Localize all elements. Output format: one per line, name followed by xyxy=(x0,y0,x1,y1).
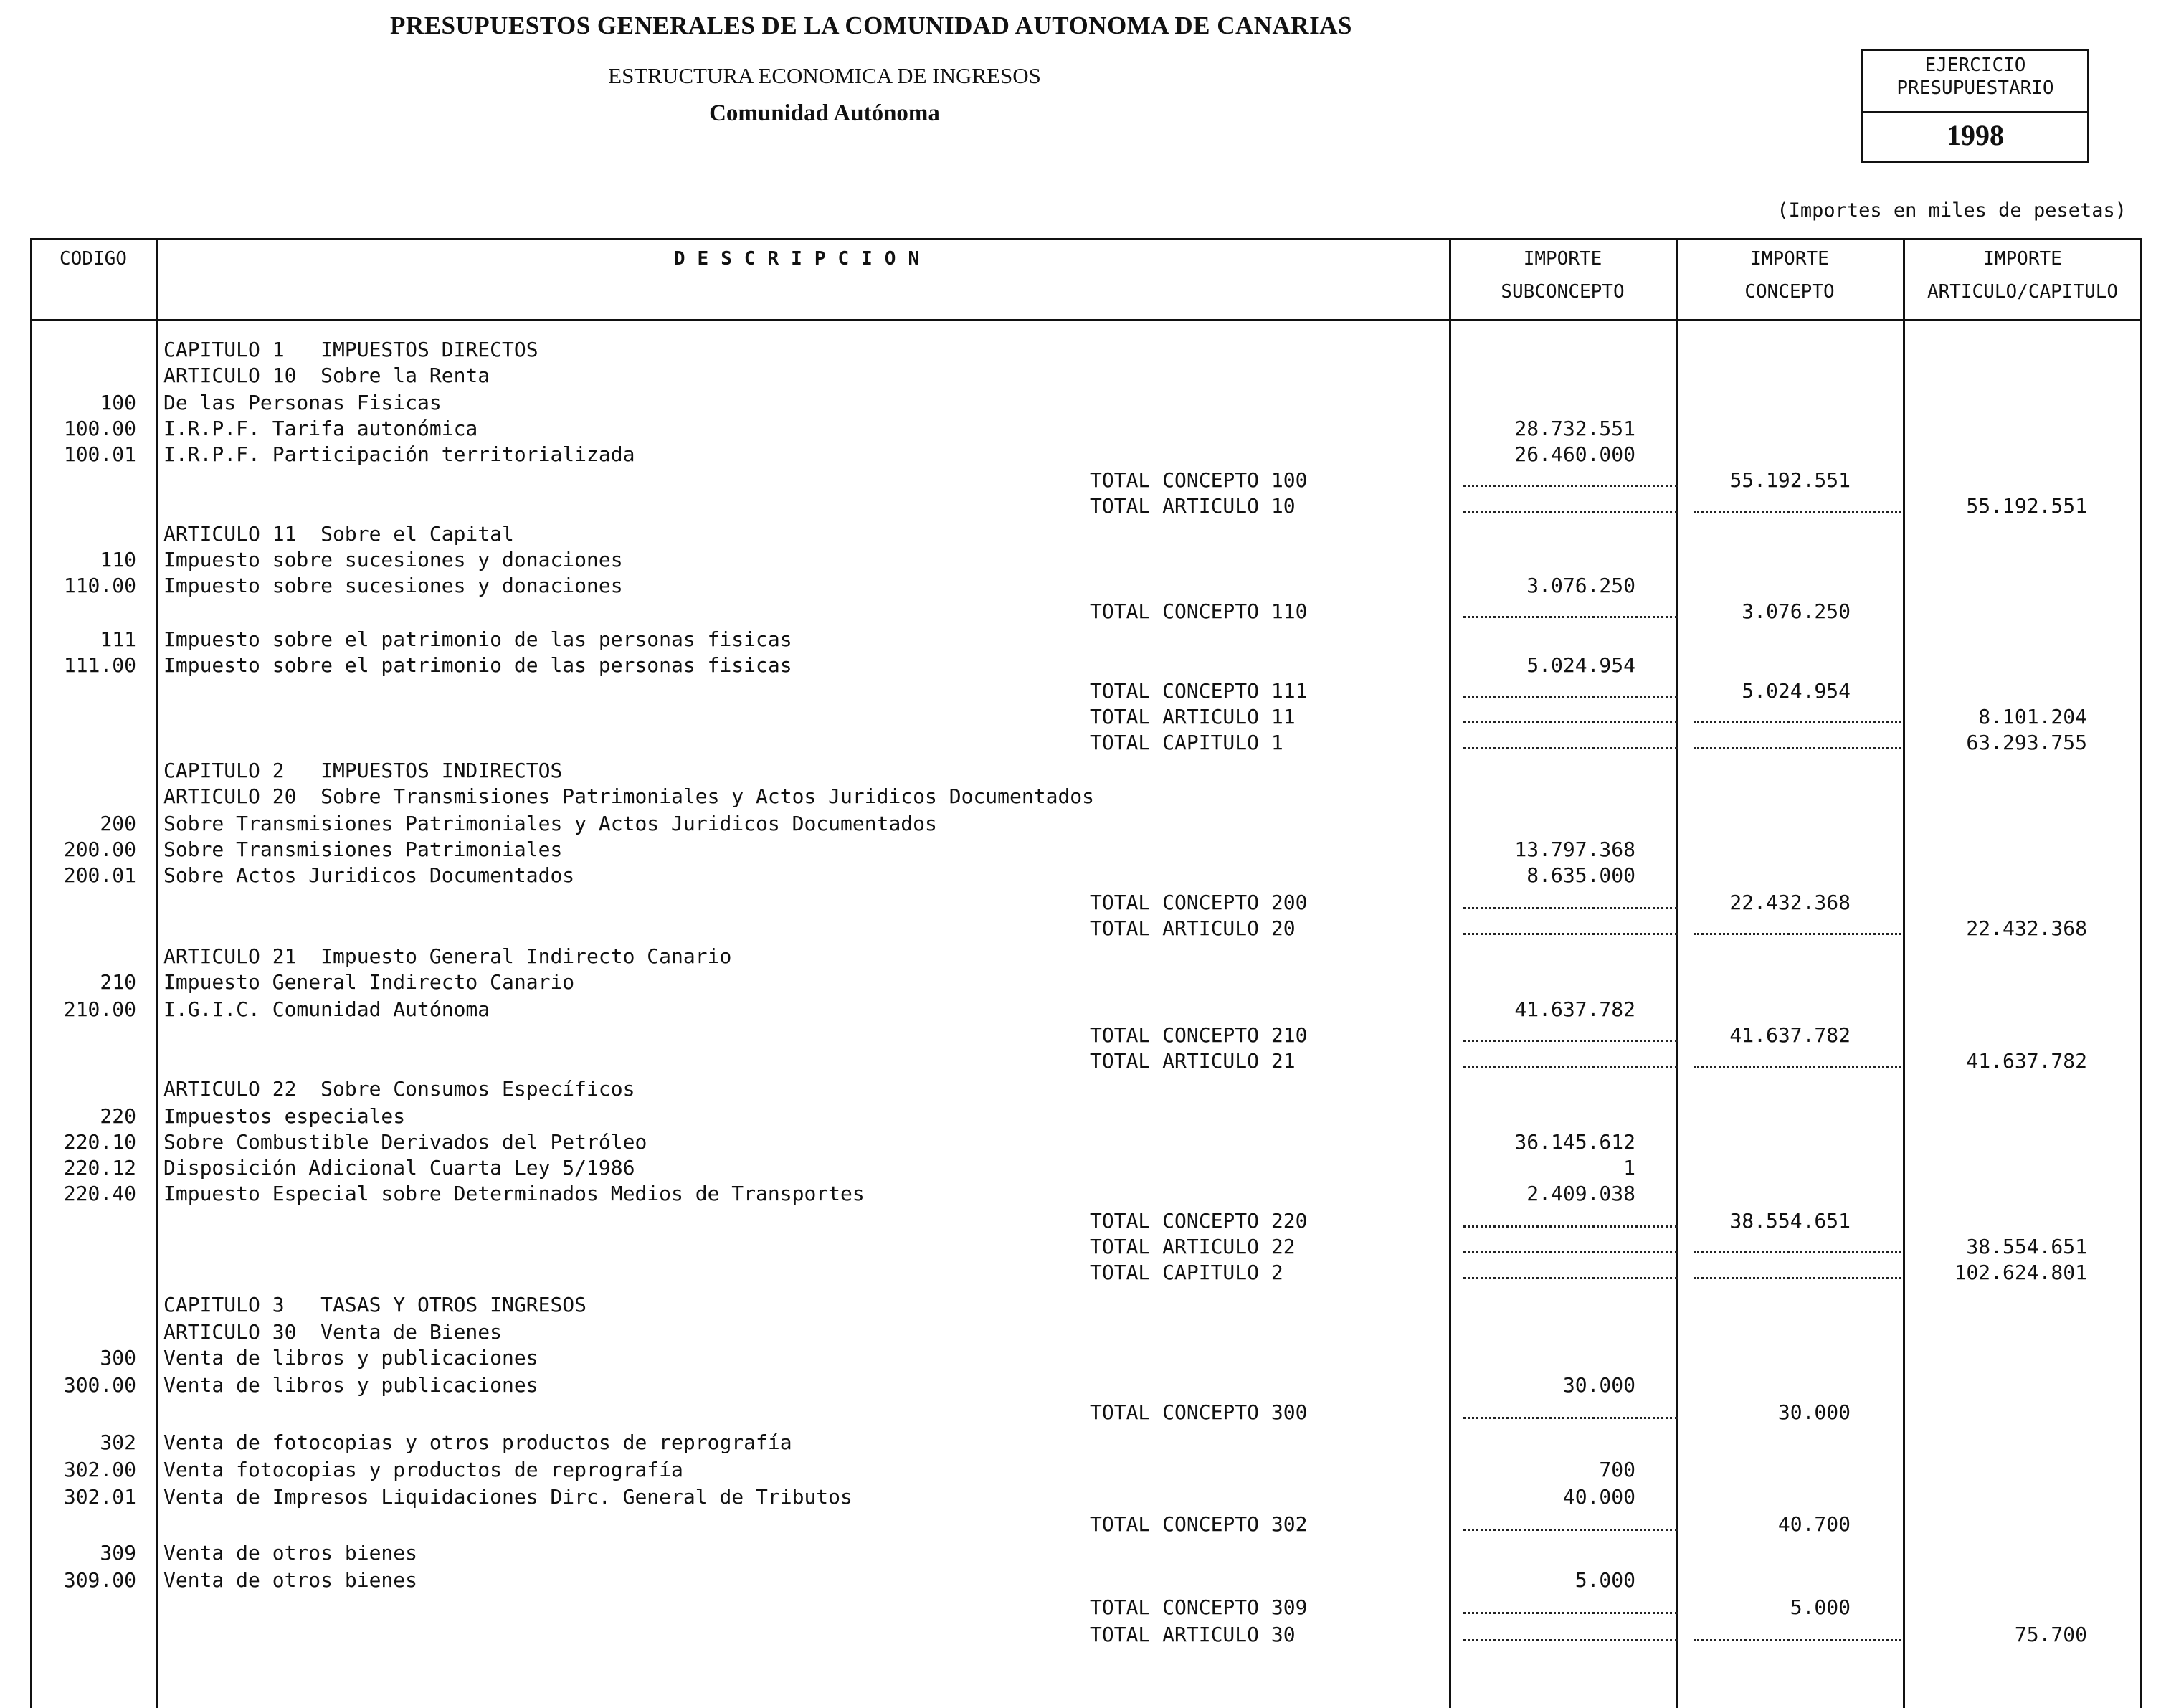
row-importe-concepto: 5.000 xyxy=(1790,1595,1851,1619)
row-code: 111.00 xyxy=(63,653,136,677)
row-description: Sobre Transmisiones Patrimoniales y Actos Juridicos Documentados xyxy=(163,812,937,835)
row-importe-concepto: 30.000 xyxy=(1777,1400,1851,1424)
row-total-label: TOTAL CONCEPTO 210 xyxy=(1090,1023,1308,1047)
row-code: 110 xyxy=(100,548,136,571)
table-row xyxy=(0,1372,2166,1398)
row-code: 300.00 xyxy=(63,1373,136,1397)
row-importe-subconcepto: 41.637.782 xyxy=(1514,997,1635,1021)
row-description: Impuesto sobre el patrimonio de las personas fisicas xyxy=(163,627,792,651)
row-total-label: TOTAL CONCEPTO 220 xyxy=(1090,1209,1308,1233)
row-description: I.G.I.C. Comunidad Autónoma xyxy=(163,997,490,1021)
row-description: De las Personas Fisicas xyxy=(163,391,442,414)
dotted-leader xyxy=(1694,511,1901,513)
row-code: 200.01 xyxy=(63,863,136,887)
column-header-articulo xyxy=(1903,242,2142,308)
row-description: Sobre Combustible Derivados del Petróleo xyxy=(163,1130,647,1154)
total-row xyxy=(0,1400,2166,1425)
row-total-label: TOTAL CONCEPTO 100 xyxy=(1090,468,1308,492)
row-code: 220 xyxy=(100,1104,136,1128)
row-description: Disposición Adicional Cuarta Ley 5/1986 xyxy=(163,1156,635,1180)
total-row xyxy=(0,890,2166,916)
total-row xyxy=(0,916,2166,941)
table-row xyxy=(0,1155,2166,1181)
row-importe-articulo: 102.624.801 xyxy=(1954,1261,2087,1284)
row-code: 220.10 xyxy=(63,1130,136,1154)
table-row xyxy=(0,1129,2166,1155)
fiscal-year-value: 1998 xyxy=(1947,119,2004,151)
row-description: CAPITULO 1 IMPUESTOS DIRECTOS xyxy=(163,338,538,361)
column-header-subconcepto-line1: IMPORTE xyxy=(1523,248,1602,270)
row-importe-concepto: 38.554.651 xyxy=(1729,1209,1851,1233)
column-header-descripcion: DESCRIPCION xyxy=(673,248,932,270)
row-description: Impuestos especiales xyxy=(163,1104,406,1128)
dotted-leader xyxy=(1463,1066,1678,1068)
row-code: 300 xyxy=(100,1346,136,1370)
row-importe-subconcepto: 5.024.954 xyxy=(1526,653,1635,677)
row-total-label: TOTAL ARTICULO 11 xyxy=(1090,705,1296,729)
table-row xyxy=(0,1076,2166,1102)
row-description: Sobre Transmisiones Patrimoniales xyxy=(163,838,563,861)
row-description: Venta de Impresos Liquidaciones Dirc. General de Tributos xyxy=(163,1485,852,1509)
column-header-concepto-line1: IMPORTE xyxy=(1750,248,1829,270)
row-total-label: TOTAL CONCEPTO 110 xyxy=(1090,599,1308,623)
row-code: 100.00 xyxy=(63,417,136,440)
table-row xyxy=(0,363,2166,389)
dotted-leader xyxy=(1694,721,1901,723)
row-importe-articulo: 63.293.755 xyxy=(1966,731,2087,754)
column-header-codigo: CODIGO xyxy=(60,248,127,270)
total-row xyxy=(0,1234,2166,1260)
dotted-leader xyxy=(1694,1277,1901,1279)
table-row xyxy=(0,1319,2166,1345)
row-importe-articulo: 8.101.204 xyxy=(1978,705,2087,729)
row-importe-subconcepto: 26.460.000 xyxy=(1514,442,1635,466)
row-code: 302 xyxy=(100,1431,136,1454)
dotted-leader xyxy=(1694,747,1901,749)
row-total-label: TOTAL CONCEPTO 302 xyxy=(1090,1512,1308,1536)
table-row xyxy=(0,627,2166,653)
row-code: 309.00 xyxy=(63,1568,136,1592)
row-description: ARTICULO 11 Sobre el Capital xyxy=(163,522,514,546)
dotted-leader xyxy=(1463,1251,1678,1253)
unit-note: (Importes en miles de pesetas) xyxy=(1777,199,2127,222)
total-row xyxy=(0,1048,2166,1074)
row-importe-concepto: 5.024.954 xyxy=(1742,679,1851,703)
page-subtitle: ESTRUCTURA ECONOMICA DE INGRESOS xyxy=(608,63,1041,88)
row-importe-concepto: 22.432.368 xyxy=(1729,891,1851,914)
table-row xyxy=(0,811,2166,837)
row-description: Venta de libros y publicaciones xyxy=(163,1373,538,1397)
row-importe-articulo: 75.700 xyxy=(2014,1623,2087,1646)
fiscal-year-divider xyxy=(1863,111,2087,113)
column-header-articulo-line1: IMPORTE xyxy=(1983,248,2062,270)
fiscal-year-label-line2: PRESUPUESTARIO xyxy=(1896,77,2054,99)
row-importe-subconcepto: 40.000 xyxy=(1562,1485,1635,1509)
fiscal-year-label xyxy=(1863,54,2087,100)
dotted-leader xyxy=(1463,616,1678,618)
row-importe-subconcepto: 5.000 xyxy=(1574,1568,1635,1592)
table-row xyxy=(0,1292,2166,1318)
row-code: 309 xyxy=(100,1541,136,1565)
row-description: Venta de libros y publicaciones xyxy=(163,1346,538,1370)
table-row xyxy=(0,1540,2166,1566)
dotted-leader xyxy=(1694,1639,1901,1641)
total-row xyxy=(0,599,2166,625)
dotted-leader xyxy=(1463,1639,1678,1641)
row-importe-subconcepto: 2.409.038 xyxy=(1526,1182,1635,1205)
row-description: CAPITULO 3 TASAS Y OTROS INGRESOS xyxy=(163,1293,587,1316)
table-row xyxy=(0,997,2166,1023)
dotted-leader xyxy=(1463,1277,1678,1279)
dotted-leader xyxy=(1694,1251,1901,1253)
dotted-leader xyxy=(1463,511,1678,513)
table-row xyxy=(0,784,2166,810)
row-total-label: TOTAL CONCEPTO 111 xyxy=(1090,679,1308,703)
row-description: Venta de otros bienes xyxy=(163,1568,418,1592)
column-header-concepto-line2: CONCEPTO xyxy=(1744,281,1835,303)
table-row xyxy=(0,442,2166,468)
row-code: 100 xyxy=(100,391,136,414)
dotted-leader xyxy=(1463,1225,1678,1228)
table-row xyxy=(0,1104,2166,1129)
row-code: 100.01 xyxy=(63,442,136,466)
row-importe-subconcepto: 8.635.000 xyxy=(1526,863,1635,887)
total-row xyxy=(0,704,2166,730)
table-row xyxy=(0,758,2166,784)
total-row xyxy=(0,1622,2166,1648)
row-description: I.R.P.F. Participación territorializada xyxy=(163,442,635,466)
row-description: ARTICULO 21 Impuesto General Indirecto Canario xyxy=(163,944,732,968)
dotted-leader xyxy=(1463,485,1678,487)
row-importe-subconcepto: 13.797.368 xyxy=(1514,838,1635,861)
table-row xyxy=(0,969,2166,995)
dotted-leader xyxy=(1463,721,1678,723)
row-code: 200.00 xyxy=(63,838,136,861)
column-header-subconcepto-line2: SUBCONCEPTO xyxy=(1501,281,1625,303)
row-description: I.R.P.F. Tarifa autonómica xyxy=(163,417,478,440)
column-header-subconcepto xyxy=(1449,242,1676,308)
total-row xyxy=(0,493,2166,519)
row-importe-subconcepto: 700 xyxy=(1599,1458,1635,1481)
row-description: ARTICULO 30 Venta de Bienes xyxy=(163,1320,503,1344)
total-row xyxy=(0,1595,2166,1621)
table-row xyxy=(0,1457,2166,1483)
total-row xyxy=(0,1023,2166,1048)
row-importe-concepto: 3.076.250 xyxy=(1742,599,1851,623)
row-code: 220.12 xyxy=(63,1156,136,1180)
table-row xyxy=(0,337,2166,363)
header-divider xyxy=(30,319,2142,321)
row-description: Sobre Actos Juridicos Documentados xyxy=(163,863,575,887)
table-row xyxy=(0,653,2166,678)
table-row xyxy=(0,944,2166,969)
dotted-leader xyxy=(1694,933,1901,935)
table-row xyxy=(0,863,2166,888)
row-description: Venta de otros bienes xyxy=(163,1541,418,1565)
total-row xyxy=(0,1260,2166,1286)
dotted-leader xyxy=(1694,1066,1901,1068)
total-row xyxy=(0,468,2166,493)
row-importe-subconcepto: 1 xyxy=(1623,1156,1635,1180)
page-title: PRESUPUESTOS GENERALES DE LA COMUNIDAD AUTONOMA DE CANARIAS xyxy=(390,11,1352,39)
table-row xyxy=(0,416,2166,442)
dotted-leader xyxy=(1463,1417,1678,1419)
row-total-label: TOTAL ARTICULO 22 xyxy=(1090,1235,1296,1258)
row-importe-articulo: 55.192.551 xyxy=(1966,494,2087,518)
row-total-label: TOTAL ARTICULO 30 xyxy=(1090,1623,1296,1646)
table-row xyxy=(0,390,2166,416)
row-importe-articulo: 41.637.782 xyxy=(1966,1049,2087,1073)
row-total-label: TOTAL CONCEPTO 309 xyxy=(1090,1595,1308,1619)
row-total-label: TOTAL ARTICULO 20 xyxy=(1090,916,1296,940)
table-row xyxy=(0,547,2166,573)
row-description: Impuesto sobre sucesiones y donaciones xyxy=(163,574,623,597)
total-row xyxy=(0,1208,2166,1234)
row-importe-subconcepto: 30.000 xyxy=(1562,1373,1635,1397)
dotted-leader xyxy=(1463,1040,1678,1042)
row-code: 210.00 xyxy=(63,997,136,1021)
row-total-label: TOTAL ARTICULO 21 xyxy=(1090,1049,1296,1073)
table-row xyxy=(0,837,2166,863)
row-code: 210 xyxy=(100,970,136,994)
dotted-leader xyxy=(1463,696,1678,698)
dotted-leader xyxy=(1463,933,1678,935)
row-code: 302.00 xyxy=(63,1458,136,1481)
column-header-articulo-line2: ARTICULO/CAPITULO xyxy=(1927,281,2119,303)
row-code: 302.01 xyxy=(63,1485,136,1509)
row-importe-subconcepto: 36.145.612 xyxy=(1514,1130,1635,1154)
row-total-label: TOTAL ARTICULO 10 xyxy=(1090,494,1296,518)
row-description: Venta de fotocopias y otros productos de reprografía xyxy=(163,1431,792,1454)
table-row xyxy=(0,1484,2166,1510)
row-importe-articulo: 22.432.368 xyxy=(1966,916,2087,940)
table-row xyxy=(0,1430,2166,1456)
total-row xyxy=(0,1512,2166,1537)
row-importe-articulo: 38.554.651 xyxy=(1966,1235,2087,1258)
row-description: ARTICULO 10 Sobre la Renta xyxy=(163,364,490,387)
fiscal-year-box xyxy=(1861,49,2089,163)
total-row xyxy=(0,730,2166,756)
row-importe-concepto: 55.192.551 xyxy=(1729,468,1851,492)
table-row xyxy=(0,1567,2166,1593)
row-description: Impuesto Especial sobre Determinados Medios de Transportes xyxy=(163,1182,865,1205)
row-description: Venta fotocopias y productos de reprografía xyxy=(163,1458,683,1481)
row-code: 110.00 xyxy=(63,574,136,597)
row-total-label: TOTAL CAPITULO 1 xyxy=(1090,731,1283,754)
row-importe-subconcepto: 28.732.551 xyxy=(1514,417,1635,440)
row-description: Impuesto sobre el patrimonio de las personas fisicas xyxy=(163,653,792,677)
fiscal-year-label-line1: EJERCICIO xyxy=(1924,54,2026,76)
row-total-label: TOTAL CONCEPTO 300 xyxy=(1090,1400,1308,1424)
row-description: ARTICULO 20 Sobre Transmisiones Patrimoniales y Actos Juridicos Documentados xyxy=(163,784,1095,808)
table-row xyxy=(0,521,2166,547)
dotted-leader xyxy=(1463,1612,1678,1614)
row-code: 220.40 xyxy=(63,1182,136,1205)
row-description: Impuesto sobre sucesiones y donaciones xyxy=(163,548,623,571)
column-header-concepto xyxy=(1676,242,1903,308)
row-description: CAPITULO 2 IMPUESTOS INDIRECTOS xyxy=(163,759,563,782)
table-row xyxy=(0,1345,2166,1371)
table-row xyxy=(0,573,2166,599)
row-importe-subconcepto: 3.076.250 xyxy=(1526,574,1635,597)
row-total-label: TOTAL CONCEPTO 200 xyxy=(1090,891,1308,914)
row-description: ARTICULO 22 Sobre Consumos Específicos xyxy=(163,1077,635,1101)
row-importe-concepto: 41.637.782 xyxy=(1729,1023,1851,1047)
table-row xyxy=(0,1181,2166,1207)
row-importe-concepto: 40.700 xyxy=(1777,1512,1851,1536)
dotted-leader xyxy=(1463,907,1678,909)
total-row xyxy=(0,678,2166,704)
dotted-leader xyxy=(1463,747,1678,749)
row-code: 111 xyxy=(100,627,136,651)
entity-name: Comunidad Autónoma xyxy=(709,100,940,126)
row-description: Impuesto General Indirecto Canario xyxy=(163,970,575,994)
dotted-leader xyxy=(1463,1529,1678,1531)
row-code: 200 xyxy=(100,812,136,835)
row-total-label: TOTAL CAPITULO 2 xyxy=(1090,1261,1283,1284)
